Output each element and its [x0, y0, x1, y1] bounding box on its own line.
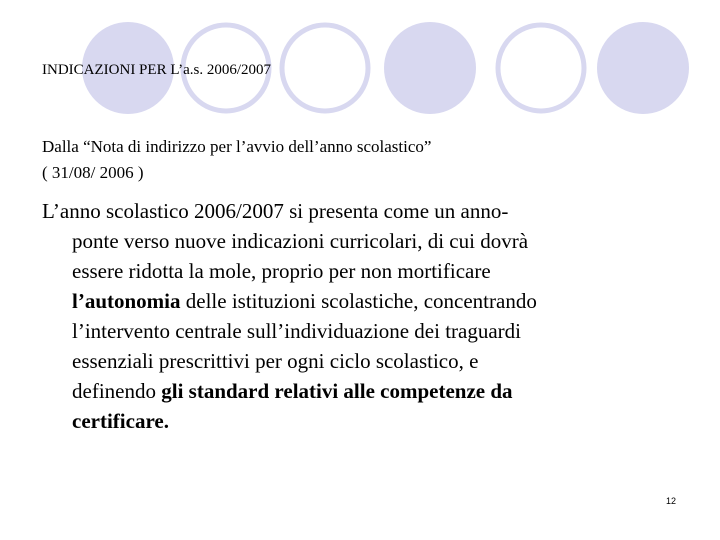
- page-number: 12: [666, 496, 677, 506]
- body-line-6: essenziali prescrittivi per ogni ciclo scolastico, e: [72, 349, 479, 373]
- body-emphasis-standard: gli standard relativi alle competenze da: [161, 379, 513, 403]
- body-line-1: L’anno scolastico 2006/2007 si presenta come un anno-: [42, 199, 509, 223]
- body-line-4-rest: delle istituzioni scolastiche, concentrando: [180, 289, 537, 313]
- body-line-2: ponte verso nuove indicazioni curricolari, di cui dovrà: [72, 229, 529, 253]
- circle-filled-2: [384, 22, 476, 114]
- body-line-8: [42, 406, 662, 436]
- circle-ring-2: [282, 25, 368, 111]
- body-line-5: l’intervento centrale sull’individuazione dei traguardi: [72, 319, 521, 343]
- body-line-4: [42, 286, 662, 316]
- circle-ring-3: [498, 25, 584, 111]
- subtitle-line-2: ( 31/08/ 2006 ): [42, 163, 144, 182]
- body-line-7-plain: definendo: [72, 379, 162, 403]
- slide-body: [42, 196, 662, 436]
- slide-title: INDICAZIONI PER L’a.s. 2006/2007: [42, 62, 272, 78]
- circle-filled-3: [597, 22, 689, 114]
- slide-subtitle: [42, 134, 431, 186]
- body-line-7: [42, 376, 662, 406]
- subtitle-line-1: Dalla “Nota di indirizzo per l’avvio dell’anno scolastico”: [42, 137, 432, 156]
- body-line-3: essere ridotta la mole, proprio per non mortificare: [72, 259, 491, 283]
- body-emphasis-autonomia: l’autonomia: [72, 289, 181, 313]
- body-emphasis-certificare: certificare.: [72, 409, 169, 433]
